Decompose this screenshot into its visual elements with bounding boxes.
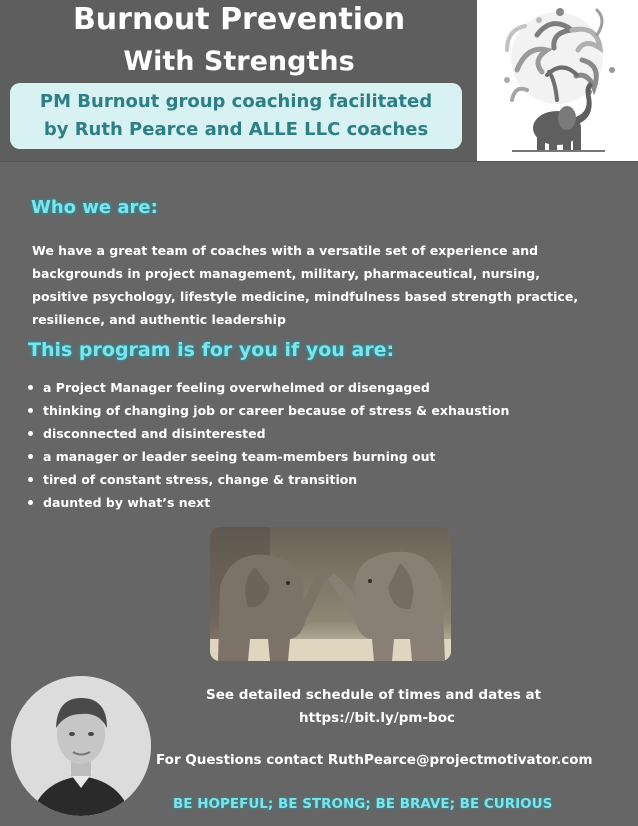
- header-divider: [0, 161, 638, 162]
- who-we-are-line: backgrounds in project management, military, pharmaceutical, nursing,: [32, 266, 540, 281]
- list-item: [28, 399, 509, 422]
- ruth-pearce-portrait: [11, 676, 151, 816]
- list-item-text: a Project Manager feeling overwhelmed or disengaged: [43, 380, 430, 395]
- who-we-are-heading: Who we are:: [31, 197, 158, 218]
- subtitle-line2: by Ruth Pearce and ALLE LLC coaches: [43, 119, 429, 140]
- list-item: [28, 445, 509, 468]
- list-item: [28, 468, 509, 491]
- elephant-tree-icon: [477, 0, 638, 161]
- elephants-photo: [210, 527, 451, 661]
- list-item-text: daunted by what’s next: [43, 495, 211, 510]
- bullet-dot-icon: [28, 431, 33, 436]
- who-we-are-line: resilience, and authentic leadership: [32, 312, 286, 327]
- subtitle-box: [10, 83, 462, 149]
- list-item-text: thinking of changing job or career because of stress & exhaustion: [43, 403, 510, 418]
- elephant-tree-logo: [477, 0, 638, 161]
- elephants-image: [210, 527, 451, 661]
- who-we-are-line: We have a great team of coaches with a versatile set of experience and: [32, 243, 539, 258]
- bullet-dot-icon: [28, 477, 33, 482]
- header-banner: [0, 0, 638, 161]
- list-item-text: tired of constant stress, change & transition: [43, 472, 358, 487]
- page-title: Burnout Prevention: [72, 2, 406, 37]
- page-title-line2: With Strengths: [123, 46, 355, 77]
- contact-email-text[interactable]: For Questions contact RuthPearce@projectmotivator.com: [156, 752, 593, 768]
- schedule-text: See detailed schedule of times and dates at: [206, 687, 542, 703]
- who-we-are-text: [32, 239, 607, 331]
- tagline: BE HOPEFUL; BE STRONG; BE BRAVE; BE CURIOUS: [173, 796, 553, 812]
- list-item-text: disconnected and disinterested: [43, 426, 266, 441]
- program-bullet-list: [28, 376, 509, 514]
- schedule-link[interactable]: https://bit.ly/pm-boc: [299, 710, 455, 726]
- bullet-dot-icon: [28, 454, 33, 459]
- list-item: [28, 376, 509, 399]
- list-item: [28, 491, 509, 514]
- program-heading: This program is for you if you are:: [28, 339, 395, 361]
- subtitle-line1: PM Burnout group coaching facilitated: [39, 91, 433, 112]
- bullet-dot-icon: [28, 385, 33, 390]
- bullet-dot-icon: [28, 500, 33, 505]
- bullet-dot-icon: [28, 408, 33, 413]
- list-item: [28, 422, 509, 445]
- who-we-are-line: positive psychology, lifestyle medicine, mindfulness based strength practice,: [32, 289, 579, 304]
- person-portrait-image: [11, 676, 151, 816]
- list-item-text: a manager or leader seeing team-members burning out: [43, 449, 436, 464]
